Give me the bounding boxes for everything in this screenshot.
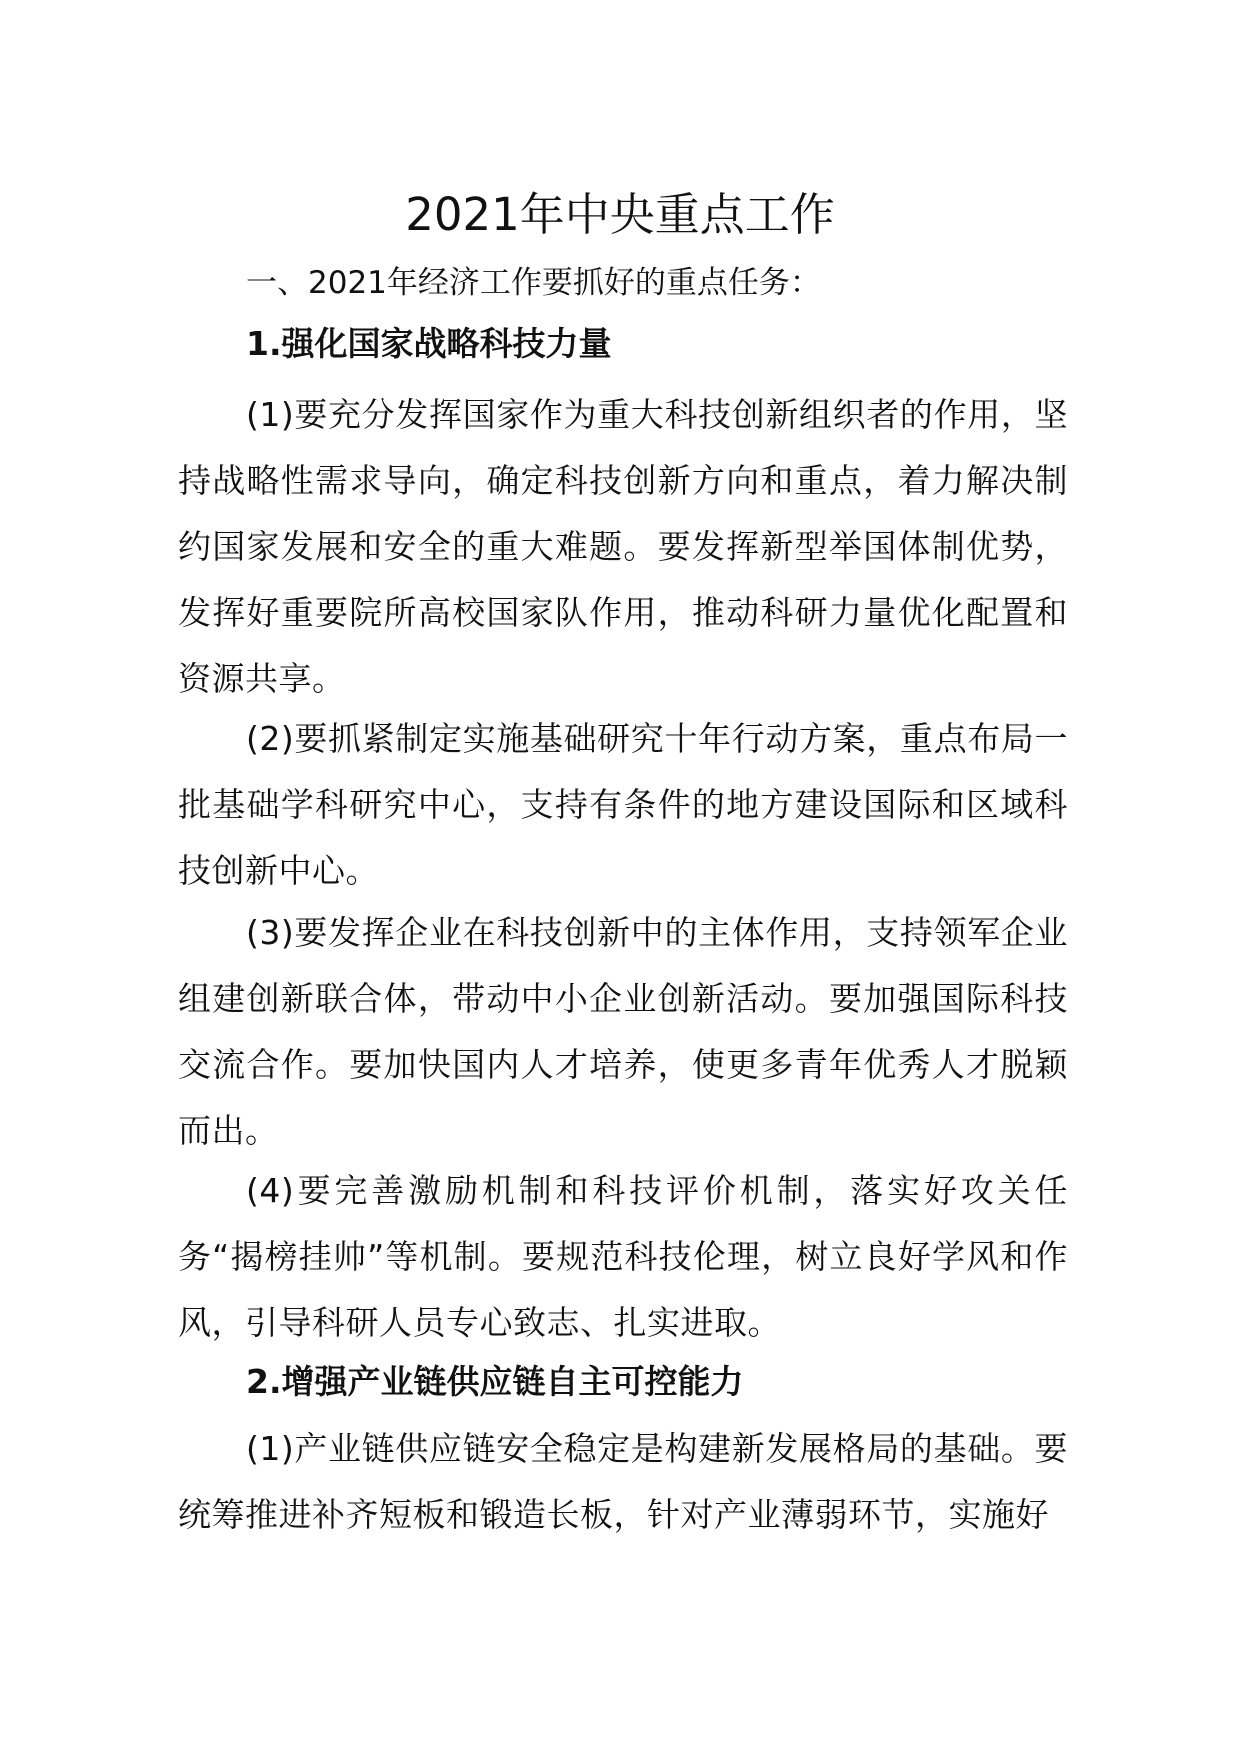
paragraph-1-1: (1)要充分发挥国家作为重大科技创新组织者的作用，坚持战略性需求导向，确定科技创新方向和重点，着力解决制约国家发展和安全的重大难题。要发挥新型举国体制优势，发挥好重要院所高校国家队作用，推动科研力量优化配置和资源共享。 <box>178 395 1068 698</box>
section-heading: 一、2021年经济工作要抓好的重点任务： <box>246 265 821 301</box>
paragraph-1-4: (4)要完善激励机制和科技评价机制，落实好攻关任务“揭榜挂帅”等机制。要规范科技伦理，树立良好学风和作风，引导科研人员专心致志、扎实进取。 <box>178 1171 1068 1342</box>
subsection-heading-1: 1.强化国家战略科技力量 <box>246 324 612 363</box>
document-title: 2021年中央重点工作 <box>405 188 835 241</box>
paragraph-2-1: (1)产业链供应链安全稳定是构建新发展格局的基础。要统筹推进补齐短板和锻造长板，针对产业薄弱环节，实施好 <box>178 1429 1068 1534</box>
paragraph-1-3: (3)要发挥企业在科技创新中的主体作用，支持领军企业组建创新联合体，带动中小企业创新活动。要加强国际科技交流合作。要加快国内人才培养，使更多青年优秀人才脱颖而出。 <box>178 913 1068 1150</box>
subsection-heading-2: 2.增强产业链供应链自主可控能力 <box>246 1362 744 1401</box>
paragraph-1-2: (2)要抓紧制定实施基础研究十年行动方案，重点布局一批基础学科研究中心，支持有条件的地方建设国际和区域科技创新中心。 <box>178 719 1068 890</box>
